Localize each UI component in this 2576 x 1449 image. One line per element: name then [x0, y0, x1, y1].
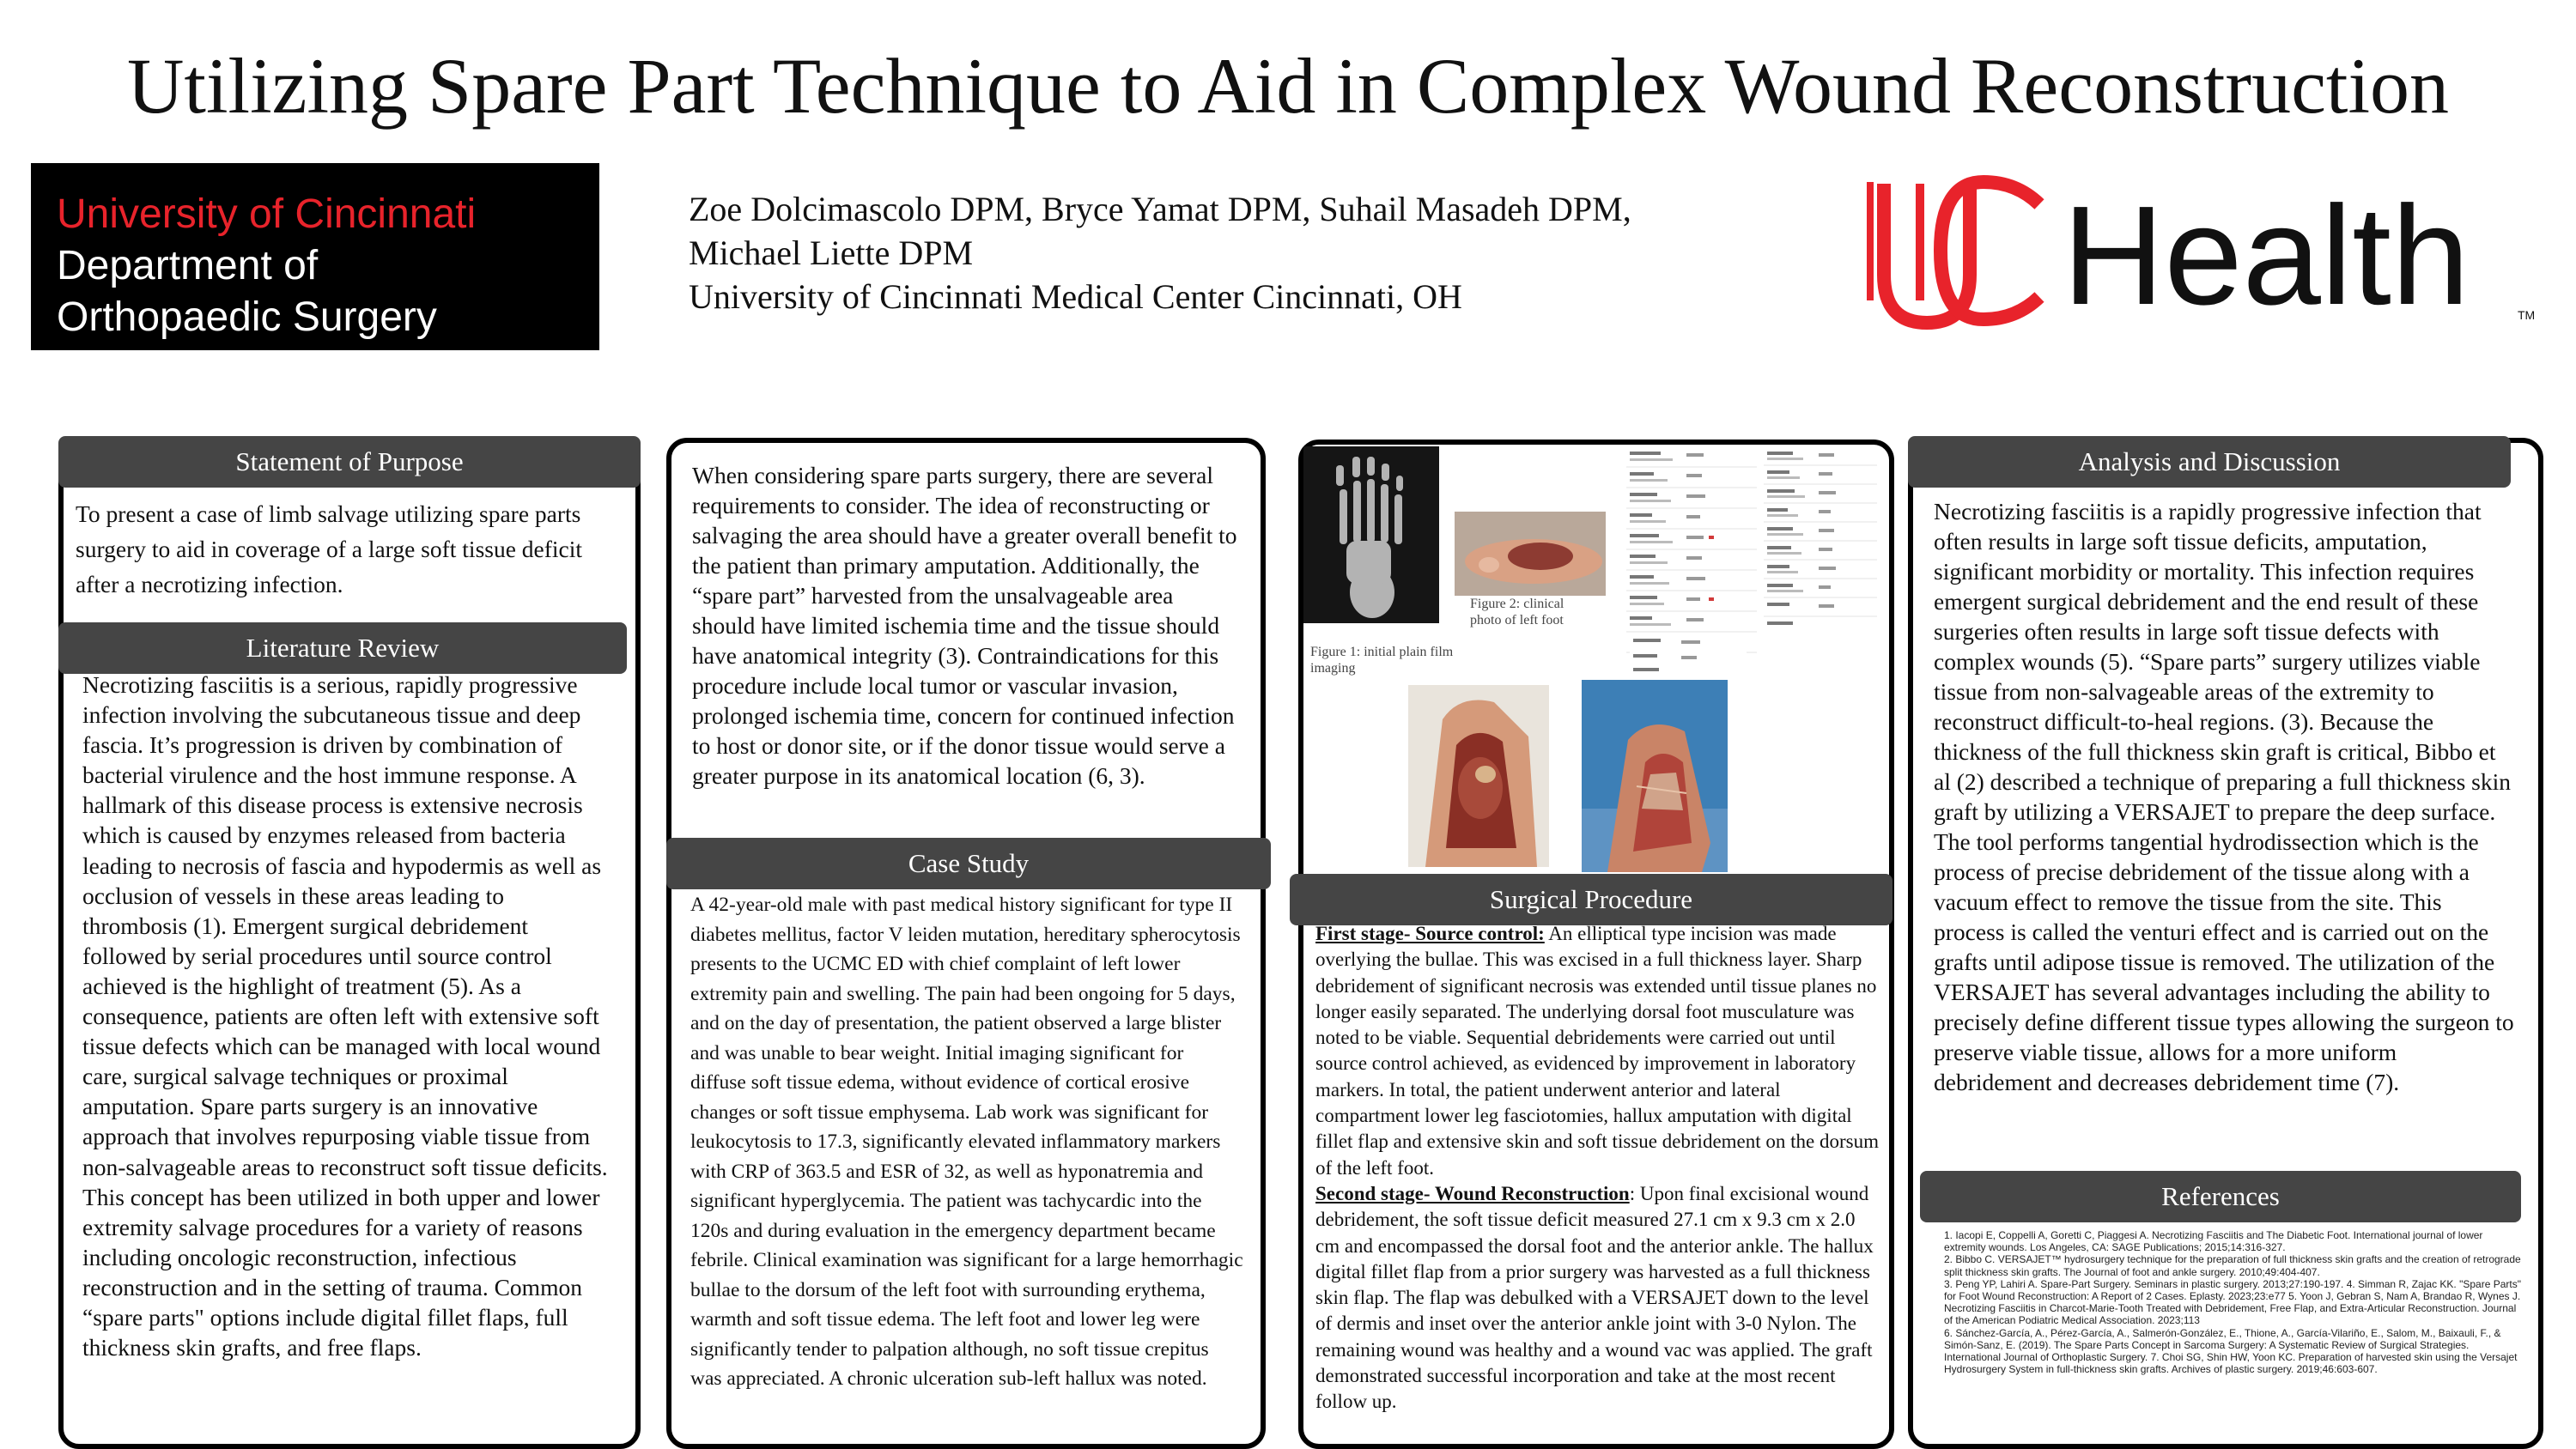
- considerations-text: When considering spare parts surgery, there are several requirements to consider. The idea of reconstructing or salvaging the area should have a greater overall benefit to the patient than primary amputation. Additionally, the “spare part” harvested from the unsalvageable area should have limited ischemia time and the tissue should have anatomical integrity (3). Contraindications for this procedure include local tumor or vascular invasion, prolonged ischemia time, concern for continued infection to host or donor site, or if the donor tissue would serve a greater purpose in its anatomical location (6, 3).: [692, 462, 1237, 789]
- stage-1-text: An elliptical type incision was made overlying the bullae. This was excised in a full thickness layer. Sharp debridement of significant necrosis was extended until tissue planes no longer easily separated. The underlying dorsal foot musculature was noted to be viable. Sequential debridements were carried out until source control achieved, as evidenced by improvement in laboratory markers. In total, the patient underwent anterior and lateral compartment lower leg fasciotomies, hallux amputation with digital fillet flap and extensive skin and soft tissue debridement on the dorsum of the left foot.: [1315, 923, 1879, 1179]
- figure-2-clinical-photo: [1455, 512, 1606, 596]
- lab-results-table-3: [1630, 635, 1747, 678]
- references-list: [1944, 1229, 2521, 1375]
- authors-line-1: Zoe Dolcimascolo DPM, Bryce Yamat DPM, Suhail Masadeh DPM,: [689, 190, 1631, 228]
- heading-analysis-discussion: Analysis and Discussion: [1908, 436, 2511, 488]
- lab-results-table-2: [1764, 446, 1877, 647]
- heading-surgical-procedure: Surgical Procedure: [1290, 874, 1893, 925]
- stage-1-paragraph: [1315, 921, 1882, 1181]
- uc-health-logo: [1863, 172, 2536, 335]
- department-line: Department of: [57, 243, 319, 288]
- surgical-procedure-text: [1315, 921, 1882, 1416]
- university-name: University of Cincinnati: [57, 191, 477, 237]
- logo-health-text: Health: [2063, 177, 2470, 334]
- stage-2-paragraph: [1315, 1181, 1882, 1416]
- department-box: [31, 163, 599, 350]
- purpose-text: To present a case of limb salvage utilizing spare parts surgery to aid in coverage of a large soft tissue deficit after a necrotizing infection.: [76, 500, 583, 597]
- figure-1-caption: Figure 1: initial plain film imaging: [1310, 645, 1454, 676]
- reference-2: 2. Bibbo C. VERSAJET™ hydrosurgery technique for the preparation of full thickness skin grafts and the creation of retrograde split thickness skin grafts. The Journal of foot and ankle surgery. 2010;49:404-407.: [1944, 1253, 2521, 1278]
- authors-block: [689, 187, 1631, 318]
- clinical-photo-wound-2: [1582, 680, 1728, 872]
- stage-1-label: First stage- Source control:: [1315, 923, 1545, 944]
- stage-2-label: Second stage- Wound Reconstruction: [1315, 1182, 1630, 1204]
- logo-tm: TM: [2518, 308, 2536, 322]
- literature-text: Necrotizing fasciitis is a serious, rapidly progressive infection involving the subcutaneous tissue and deep fascia. It’s progression is driven by combination of bacterial virulence and the host immune response. A hallmark of this disease process is extensive necrosis which is caused by enzymes released from bacteria leading to necrosis of fascia and hypodermis as well as occlusion of vessels in these areas leading to thrombosis (1). Emergent surgical debridement followed by serial procedures until source control achieved is the highlight of treatment (5). As a consequence, patients are often left with extensive soft tissue defects which can be managed with local wound care, surgical salvage techniques or proximal amputation. Spare parts surgery is an innovative approach that involves repurposing viable tissue from non-salvageable areas to reconstruct soft tissue deficits. This concept has been utilized in both upper and lower extremity salvage procedures for a variety of reasons including oncologic reconstruction, infectious reconstruction and in the setting of trauma. Common “spare parts" options include digital fillet flaps, full thickness skin grafts, and free flaps.: [82, 671, 608, 1361]
- clinical-photo-wound-1: [1408, 685, 1549, 867]
- stage-2-text: : Upon final excisional wound debridement, the soft tissue deficit measured 27.1 cm x 9.3 cm x 2.0 cm and encompassed the dorsal foot and the anterior ankle. The hallux digital fillet flap from a prior surgery was harvested as a full thickness skin flap. The flap was debulked with a VERSAJET down to the level of dermis and inset over the anterior ankle joint with 3-0 Nylon. The remaining wound was healthy and a wound vac was applied. The graft demonstrated successful incorporation and take at the most recent follow up.: [1315, 1182, 1874, 1413]
- reference-6-7: 6. Sánchez-García, A., Pérez-García, A., Salmerón-González, E., Thione, A., García-Vilariño, E., Salom, M., Baixauli, F., & Simón-Sanz, E. (2019). The Spare Parts Concept in Sarcoma Surgery: A Systematic Review of Surgical Strategies. International Journal of Orthoplastic Surgery. 7. Choi SG, Shin HW, Yoon KC. Preparation of harvested skin using the Versajet Hydrosurgery System in full-thickness skin grafts. Archives of plastic surgery. 2019;46:603-607.: [1944, 1326, 2518, 1376]
- heading-references: References: [1920, 1171, 2521, 1222]
- reference-1: 1. Iacopi E, Coppelli A, Goretti C, Piaggesi A. Necrotizing Fasciitis and The Diabetic Foot. International journal of lower extremity wounds. Los Angeles, CA: SAGE Publications; 2015;14:316-327.: [1944, 1229, 2483, 1254]
- figure-1-xray-image: [1303, 446, 1439, 623]
- reference-3-5: 3. Peng YP, Lahiri A. Spare-Part Surgery. Seminars in plastic surgery. 2013;27:190-197. 4. Simman R, Zajac KK. "Spare Parts" for Foot Wound Reconstruction: A Report of 2 Cases. Eplasty. 2023;23:e77 5. Yoon J, Gebran S, Nam A, Brandao R, Wynes J. Necrotizing Fasciitis in Charcot-Marie-Tooth Treated with Debridement, Free Flap, and Extra-Articular Reconstruction. Journal of the American Podiatric Medical Association. 2023;113: [1944, 1277, 2521, 1327]
- heading-case-study: Case Study: [666, 838, 1271, 889]
- affiliation: University of Cincinnati Medical Center Cincinnati, OH: [689, 277, 1462, 316]
- heading-statement-of-purpose: Statement of Purpose: [58, 436, 641, 488]
- analysis-text: Necrotizing fasciitis is a rapidly progressive infection that often results in large soft tissue deficits, amputation, significant morbidity or mortality. This infection requires emergent surgical debridement and the end result of these surgeries often results in large soft tissue defects with complex wounds (5). “Spare parts” surgery utilizes viable tissue from non-salvageable areas of the extremity to reconstruct difficult-to-heal regions. (3). Because the thickness of the full thickness skin graft is critical, Bibbo et al (2) described a technique of preparing a full thickness skin graft by utilizing a VERSAJET to prepare the deep surface. The tool performs tangential hydrodissection which is the process of precise debridement of the tissue along with a vacuum effect to remove the tissue from the site. This process is called the venturi effect and is carried out on the grafts until adipose tissue is removed. The utilization of the VERSAJET has several advantages including the ability to precisely define different tissue types allowing the surgeon to preserve viable tissue, allows for a more uniform debridement and decreases debridement time (7).: [1934, 498, 2514, 1095]
- case-study-text: A 42-year-old male with past medical history significant for type II diabetes mellitus, factor V leiden mutation, hereditary spherocytosis presents to the UCMC ED with chief complaint of left lower extremity pain and swelling. The pain had been ongoing for 5 days, and on the day of presentation, the patient observed a large blister and was unable to bear weight. Initial imaging significant for diffuse soft tissue edema, without evidence of cortical erosive changes or soft tissue emphysema. Lab work was significant for leukocytosis to 17.3, significantly elevated inflammatory markers with CRP of 363.5 and ESR of 32, as well as hyponatremia and significant hyperglycemia. The patient was tachycardic into the 120s and during evaluation in the emergency department became febrile. Clinical examination was significant for a large hemorrhagic bullae to the dorsum of the left foot with surrounding erythema, warmth and soft tissue edema. The left foot and lower leg were significantly tender to palpation although, no soft tissue crepitus was appreciated. A chronic ulceration sub-left hallux was noted.: [690, 894, 1243, 1390]
- heading-literature-review: Literature Review: [58, 622, 627, 674]
- department-name: Orthopaedic Surgery: [57, 294, 437, 340]
- figure-2-caption: Figure 2: clinical photo of left foot: [1470, 597, 1564, 627]
- uc-monogram-icon: [1870, 182, 2039, 323]
- authors-line-2: Michael Liette DPM: [689, 233, 974, 272]
- poster-title: Utilizing Spare Part Technique to Aid in Complex Wound Reconstruction: [126, 42, 2450, 130]
